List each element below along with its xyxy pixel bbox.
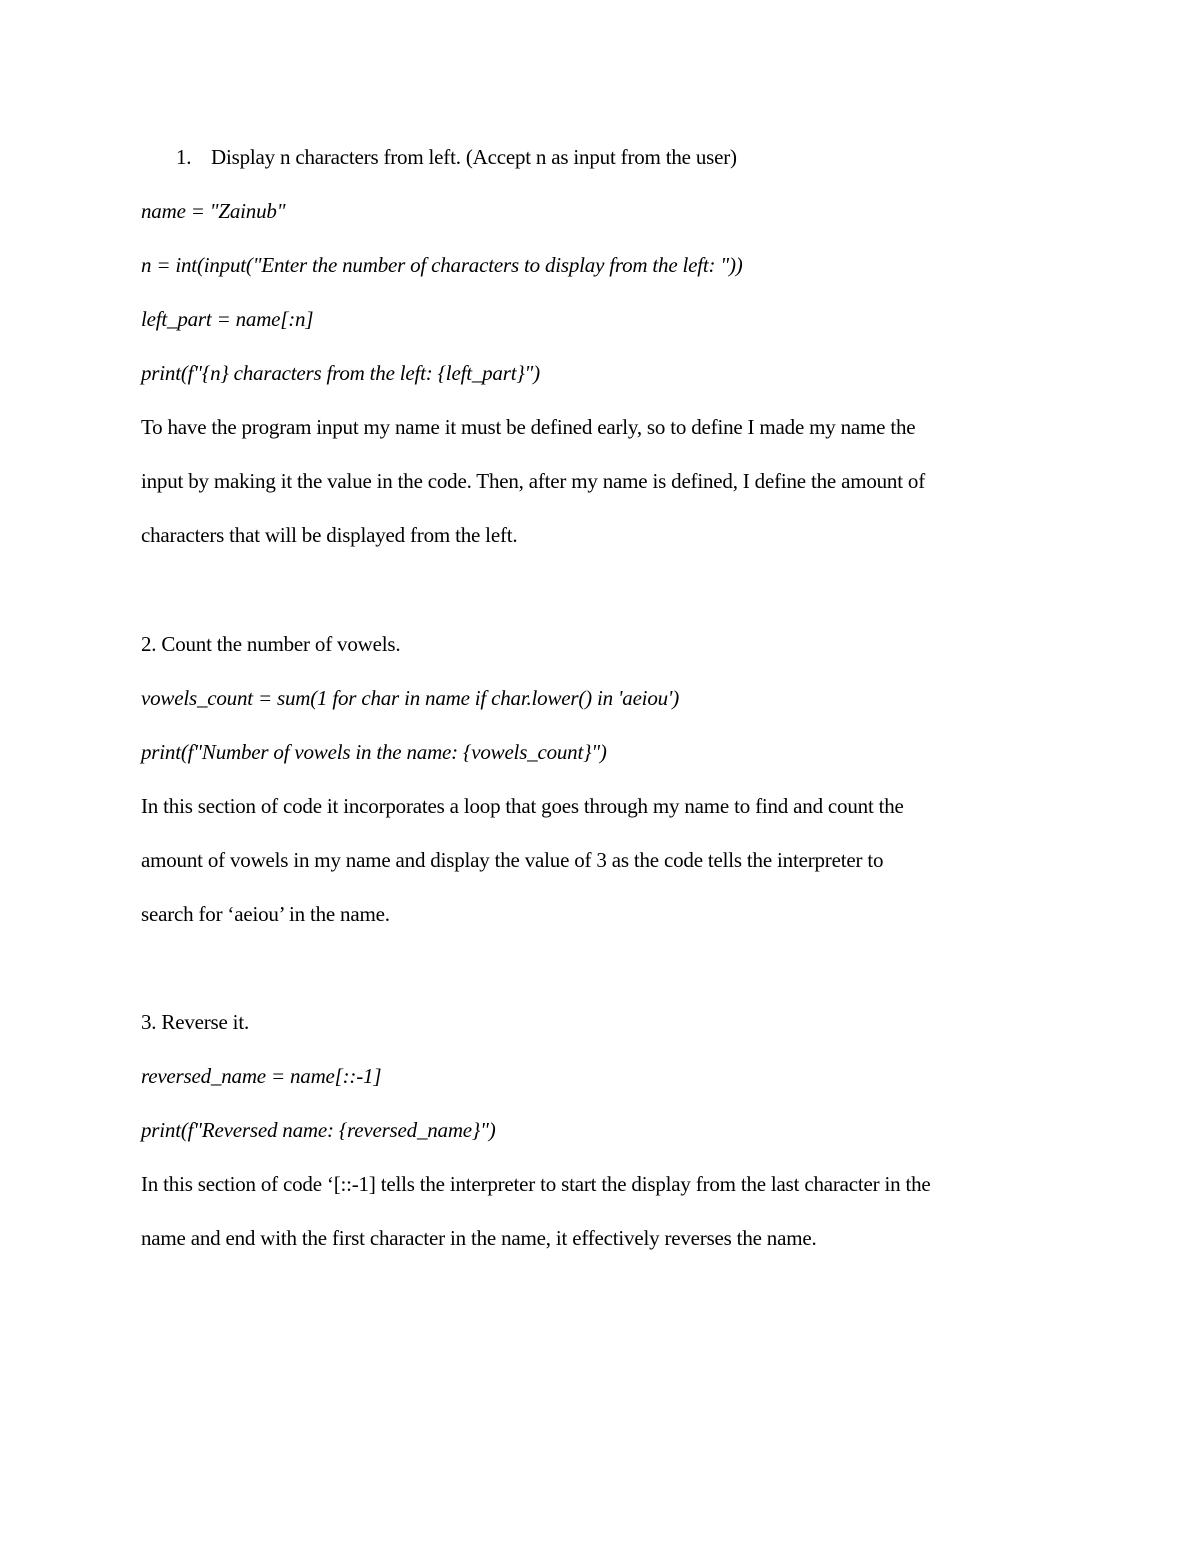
explanation-line: In this section of code it incorporates a loop that goes through my name to find and count the <box>141 794 904 818</box>
code-line: print(f"Number of vowels in the name: {vowels_count}") <box>141 740 607 764</box>
code-line: reversed_name = name[::-1] <box>141 1064 382 1088</box>
code-line: n = int(input("Enter the number of characters to display from the left: ")) <box>141 253 743 277</box>
explanation-line: characters that will be displayed from the left. <box>141 523 518 547</box>
explanation-line: amount of vowels in my name and display the value of 3 as the code tells the interpreter to <box>141 848 884 872</box>
code-line: print(f"Reversed name: {reversed_name}") <box>141 1118 496 1142</box>
section-1-heading <box>176 144 737 170</box>
explanation-line: input by making it the value in the code. Then, after my name is defined, I define the amount of <box>141 469 926 493</box>
code-line: print(f"{n} characters from the left: {left_part}") <box>141 361 540 385</box>
section-1-number: 1. <box>176 145 192 169</box>
section-3-heading: 3. Reverse it. <box>141 1010 250 1034</box>
explanation-line: To have the program input my name it must be defined early, so to define I made my name the <box>141 415 916 439</box>
section-2-heading: 2. Count the number of vowels. <box>141 632 401 656</box>
code-line: left_part = name[:n] <box>141 307 314 331</box>
code-line: vowels_count = sum(1 for char in name if char.lower() in 'aeiou') <box>141 686 680 710</box>
code-line: name = "Zainub" <box>141 199 286 223</box>
explanation-line: search for ‘aeiou’ in the name. <box>141 902 390 926</box>
section-1-heading-text: Display n characters from left. (Accept n as input from the user) <box>211 145 737 169</box>
explanation-line: In this section of code ‘[::-1] tells the interpreter to start the display from the last character in the <box>141 1172 931 1196</box>
explanation-line: name and end with the first character in the name, it effectively reverses the name. <box>141 1226 817 1250</box>
